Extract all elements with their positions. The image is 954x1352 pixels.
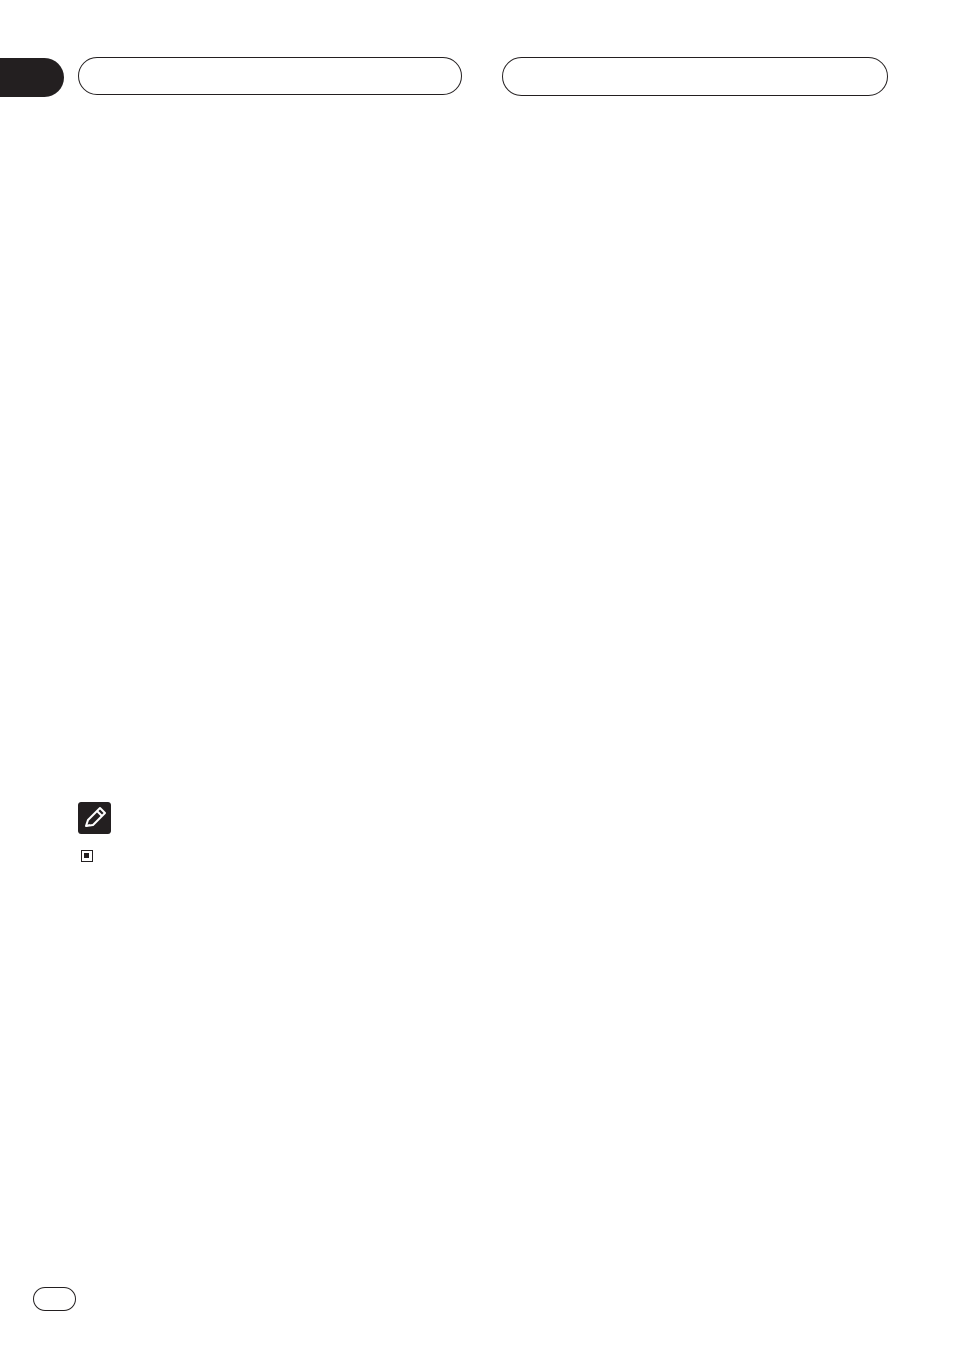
specifications-column <box>78 188 468 215</box>
note-block <box>78 802 468 868</box>
page-number <box>33 1287 76 1311</box>
note-header <box>78 802 468 834</box>
title-frame <box>78 57 462 95</box>
note-line <box>78 844 458 868</box>
right-header-frame <box>502 57 888 96</box>
section-tab <box>0 58 64 97</box>
pencil-icon <box>78 802 111 834</box>
end-mark-icon <box>81 850 93 862</box>
note-text <box>78 844 458 868</box>
